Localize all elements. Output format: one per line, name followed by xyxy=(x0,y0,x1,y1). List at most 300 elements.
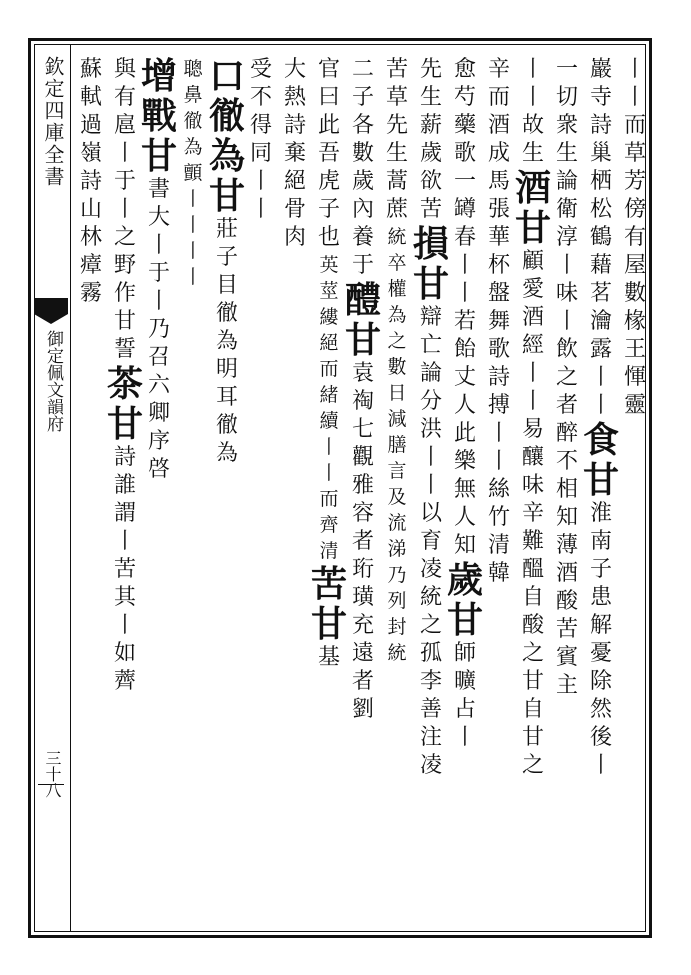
text-char: 生 xyxy=(555,141,578,166)
text-column xyxy=(414,56,448,780)
text-char: 瘴 xyxy=(79,253,102,278)
text-char: 丨 xyxy=(183,214,203,236)
text-char: 賓 xyxy=(555,645,578,670)
text-char: 苦 xyxy=(113,557,136,582)
text-char: 子 xyxy=(215,245,238,270)
text-char: 占 xyxy=(453,697,476,722)
text-char: 馬 xyxy=(487,169,510,194)
text-char: 芳 xyxy=(623,169,646,194)
text-char: 而 xyxy=(319,488,339,510)
headword-char: 歲 xyxy=(447,559,484,601)
text-char: 熱 xyxy=(283,85,306,110)
text-char: 生 xyxy=(521,141,544,166)
text-char: 霧 xyxy=(79,281,102,306)
text-char: 誓 xyxy=(113,337,136,362)
text-char: 樂 xyxy=(453,449,476,474)
text-char: 詩 xyxy=(113,445,136,470)
text-char: 耳 xyxy=(215,385,238,410)
text-char: 丨 xyxy=(419,445,442,470)
text-char: 憂 xyxy=(589,641,612,666)
text-char: 與 xyxy=(113,57,136,82)
text-char: 丨 xyxy=(521,85,544,110)
text-column xyxy=(584,56,618,780)
text-char: 吾 xyxy=(317,141,340,166)
text-char: 縷 xyxy=(319,306,339,328)
text-char: 蘇 xyxy=(79,57,102,82)
text-char: 以 xyxy=(419,501,442,526)
text-char: 詩 xyxy=(79,169,102,194)
headword-char: 甘 xyxy=(141,135,178,177)
text-char: 春 xyxy=(453,225,476,250)
text-char: 作 xyxy=(113,281,136,306)
text-char: 愛 xyxy=(521,277,544,302)
text-column xyxy=(176,56,210,290)
text-char: 若 xyxy=(453,309,476,334)
text-column xyxy=(244,56,278,224)
text-char: 絲 xyxy=(487,477,510,502)
text-char: 數 xyxy=(623,281,646,306)
text-column xyxy=(516,56,550,780)
text-char: 受 xyxy=(249,57,272,82)
text-char: 英 xyxy=(319,254,339,276)
text-char: 丨 xyxy=(147,289,170,314)
text-char: 亡 xyxy=(419,333,442,358)
headword-char: 甘 xyxy=(107,403,144,445)
text-char: 于 xyxy=(351,253,374,278)
text-char: 華 xyxy=(487,225,510,250)
text-char: 歲 xyxy=(419,141,442,166)
text-char: 韓 xyxy=(487,561,510,586)
text-char: 顧 xyxy=(521,249,544,274)
text-char: 徹 xyxy=(215,413,238,438)
text-char: 絕 xyxy=(319,332,339,354)
text-char: 丨 xyxy=(487,421,510,446)
text-char: 草 xyxy=(385,85,408,110)
text-char: 酒 xyxy=(487,113,510,138)
text-char: 苦 xyxy=(555,617,578,642)
text-char: 惲 xyxy=(623,365,646,390)
text-char: 罇 xyxy=(453,197,476,222)
text-char: 各 xyxy=(351,113,374,138)
text-char: 一 xyxy=(555,57,578,82)
text-char: 子 xyxy=(351,85,374,110)
text-char: 屋 xyxy=(623,253,646,278)
text-char: 續 xyxy=(319,410,339,432)
text-char: 丨 xyxy=(319,436,339,458)
headword-char: 甘 xyxy=(447,599,484,641)
text-char: 丨 xyxy=(623,85,646,110)
text-char: 詩 xyxy=(283,113,306,138)
text-char: 巖 xyxy=(589,57,612,82)
text-char: 為 xyxy=(215,329,238,354)
text-char: 軾 xyxy=(79,85,102,110)
text-char: 之 xyxy=(113,225,136,250)
text-char: 丨 xyxy=(555,309,578,334)
text-char: 張 xyxy=(487,197,510,222)
text-char: 召 xyxy=(147,345,170,370)
text-char: 書 xyxy=(147,177,170,202)
text-char: 論 xyxy=(419,361,442,386)
text-char: 清 xyxy=(319,540,339,562)
headword-char: 甘 xyxy=(515,207,552,249)
text-char: 丨 xyxy=(487,449,510,474)
text-char: 詩 xyxy=(487,365,510,390)
text-char: 味 xyxy=(521,473,544,498)
text-char: 分 xyxy=(419,389,442,414)
text-column xyxy=(108,56,142,696)
text-char: 丨 xyxy=(113,197,136,222)
text-char: 師 xyxy=(453,641,476,666)
text-char: 肉 xyxy=(283,225,306,250)
section-title: 御定佩文韻府 xyxy=(43,330,63,432)
text-char: 璜 xyxy=(351,585,374,610)
text-char: 丨 xyxy=(147,233,170,258)
text-char: 芍 xyxy=(453,85,476,110)
text-char: 養 xyxy=(351,225,374,250)
text-char: 明 xyxy=(215,357,238,382)
text-char: 曰 xyxy=(317,85,340,110)
text-char: 誰 xyxy=(113,473,136,498)
text-char: 椽 xyxy=(623,309,646,334)
text-char: 衛 xyxy=(555,197,578,222)
text-char: 草 xyxy=(623,141,646,166)
text-char: 洪 xyxy=(419,417,442,442)
text-char: 之 xyxy=(555,365,578,390)
text-char: 鶴 xyxy=(589,225,612,250)
text-char: 藉 xyxy=(589,253,612,278)
text-char: 除 xyxy=(589,669,612,694)
text-char: 丨 xyxy=(589,753,612,778)
text-char: 丨 xyxy=(521,389,544,414)
text-char: 而 xyxy=(623,113,646,138)
text-char: 蔗 xyxy=(385,197,408,222)
text-char: 而 xyxy=(319,358,339,380)
text-char: 杯 xyxy=(487,253,510,278)
headword-char: 茶 xyxy=(107,363,144,405)
text-char: 自 xyxy=(521,585,544,610)
text-char: 為 xyxy=(215,441,238,466)
text-char: 言 xyxy=(387,460,407,482)
text-char: 切 xyxy=(555,85,578,110)
text-char: 之 xyxy=(521,753,544,778)
text-column xyxy=(142,56,176,484)
text-char: 無 xyxy=(453,477,476,502)
text-char: 丨 xyxy=(183,240,203,262)
text-char: 辯 xyxy=(419,305,442,330)
text-char: 釀 xyxy=(521,445,544,470)
text-char: 歌 xyxy=(487,337,510,362)
text-char: 薺 xyxy=(113,669,136,694)
text-char: 生 xyxy=(419,85,442,110)
text-char: 先 xyxy=(385,113,408,138)
text-char: 莖 xyxy=(319,280,339,302)
text-char: 丨 xyxy=(183,266,203,288)
text-char: 卿 xyxy=(147,401,170,426)
text-char: 一 xyxy=(453,169,476,194)
text-char: 也 xyxy=(317,225,340,250)
text-char: 丨 xyxy=(521,361,544,386)
text-char: 甘 xyxy=(521,725,544,750)
text-column xyxy=(550,56,584,700)
text-char: 曠 xyxy=(453,669,476,694)
text-char: 甘 xyxy=(113,309,136,334)
text-char: 數 xyxy=(351,141,374,166)
text-char: 丨 xyxy=(453,253,476,278)
headword-char: 損 xyxy=(413,223,450,265)
text-char: 統 xyxy=(419,585,442,610)
text-char: 為 xyxy=(183,136,203,158)
text-char: 此 xyxy=(317,113,340,138)
text-char: 患 xyxy=(589,585,612,610)
text-char: 舞 xyxy=(487,309,510,334)
text-char: 醉 xyxy=(555,421,578,446)
text-char: 顫 xyxy=(183,162,203,184)
text-char: 注 xyxy=(419,725,442,750)
text-char: 徹 xyxy=(183,110,203,132)
text-char: 歲 xyxy=(351,169,374,194)
text-char: 袁 xyxy=(351,361,374,386)
text-char: 苦 xyxy=(419,197,442,222)
text-char: 淳 xyxy=(555,225,578,250)
text-char: 封 xyxy=(387,616,407,638)
text-char: 丨 xyxy=(113,529,136,554)
text-char: 解 xyxy=(589,613,612,638)
text-char: 薪 xyxy=(419,113,442,138)
text-char: 巢 xyxy=(589,141,612,166)
text-char: 骨 xyxy=(283,197,306,222)
text-char: 傍 xyxy=(623,197,646,222)
text-column xyxy=(278,56,312,252)
text-char: 劉 xyxy=(351,697,374,722)
text-char: 知 xyxy=(453,533,476,558)
text-char: 日 xyxy=(387,382,407,404)
text-char: 丨 xyxy=(521,57,544,82)
text-char: 此 xyxy=(453,421,476,446)
headword-char: 甘 xyxy=(583,459,620,501)
text-char: 寺 xyxy=(589,85,612,110)
text-char: 露 xyxy=(589,337,612,362)
text-char: 辛 xyxy=(487,57,510,82)
margin-section xyxy=(36,330,70,432)
text-char: 乃 xyxy=(387,564,407,586)
text-char: 序 xyxy=(147,429,170,454)
text-char: 之 xyxy=(419,613,442,638)
text-char: 聰 xyxy=(183,58,203,80)
text-char: 林 xyxy=(79,225,102,250)
text-char: 內 xyxy=(351,197,374,222)
text-char: 丨 xyxy=(249,197,272,222)
text-char: 者 xyxy=(351,529,374,554)
text-column xyxy=(210,56,244,468)
text-char: 丨 xyxy=(589,393,612,418)
text-char: 權 xyxy=(387,278,407,300)
text-char: 涕 xyxy=(387,538,407,560)
text-char: 清 xyxy=(487,533,510,558)
text-char: 充 xyxy=(351,613,374,638)
text-char: 徹 xyxy=(215,301,238,326)
text-char: 嶺 xyxy=(79,141,102,166)
text-char: 丨 xyxy=(555,253,578,278)
text-char: 孤 xyxy=(419,641,442,666)
text-char: 薄 xyxy=(555,533,578,558)
text-char: 野 xyxy=(113,253,136,278)
text-char: 棄 xyxy=(283,141,306,166)
headword-char: 甘 xyxy=(345,319,382,361)
text-char: 其 xyxy=(113,585,136,610)
text-char: 齊 xyxy=(319,514,339,536)
text-char: 酸 xyxy=(555,589,578,614)
text-char: 丨 xyxy=(453,725,476,750)
text-char: 栖 xyxy=(589,169,612,194)
text-column xyxy=(448,56,482,752)
text-char: 鼻 xyxy=(183,84,203,106)
text-char: 不 xyxy=(555,449,578,474)
text-char: 官 xyxy=(317,57,340,82)
text-char: 甘 xyxy=(521,669,544,694)
text-char: 易 xyxy=(521,417,544,442)
text-char: 酒 xyxy=(555,561,578,586)
text-char: 先 xyxy=(419,57,442,82)
text-char: 統 xyxy=(387,642,407,664)
text-char: 統 xyxy=(387,226,407,248)
text-char: 于 xyxy=(113,169,136,194)
headword-char: 戰 xyxy=(141,95,178,137)
margin-book-title xyxy=(36,56,70,188)
headword-char: 酒 xyxy=(515,167,552,209)
text-column xyxy=(74,56,108,308)
text-char: 飴 xyxy=(453,337,476,362)
text-char: 七 xyxy=(351,417,374,442)
text-char: 靈 xyxy=(623,393,646,418)
text-char: 流 xyxy=(387,512,407,534)
headword-char: 醴 xyxy=(345,279,382,321)
text-char: 容 xyxy=(351,501,374,526)
text-char: 論 xyxy=(555,169,578,194)
text-char: 醞 xyxy=(521,557,544,582)
text-char: 盤 xyxy=(487,281,510,306)
text-char: 飲 xyxy=(555,337,578,362)
text-column xyxy=(312,56,346,672)
text-char: 同 xyxy=(249,141,272,166)
text-char: 後 xyxy=(589,725,612,750)
text-char: 味 xyxy=(555,281,578,306)
text-char: 丨 xyxy=(113,141,136,166)
text-char: 有 xyxy=(113,85,136,110)
text-char: 列 xyxy=(387,590,407,612)
text-char: 扈 xyxy=(113,113,136,138)
text-char: 欲 xyxy=(419,169,442,194)
text-char: 有 xyxy=(623,225,646,250)
text-char: 丨 xyxy=(419,473,442,498)
text-char: 丨 xyxy=(183,188,203,210)
headword-char: 甘 xyxy=(209,175,246,217)
text-char: 故 xyxy=(521,113,544,138)
text-char: 絕 xyxy=(283,169,306,194)
text-char: 歌 xyxy=(453,141,476,166)
text-char: 松 xyxy=(589,197,612,222)
text-char: 如 xyxy=(113,641,136,666)
text-char: 經 xyxy=(521,333,544,358)
text-char: 山 xyxy=(79,197,102,222)
text-char: 基 xyxy=(317,645,340,670)
headword-char: 食 xyxy=(583,419,620,461)
text-char: 李 xyxy=(419,669,442,694)
text-char: 凌 xyxy=(419,753,442,778)
text-char: 數 xyxy=(387,356,407,378)
text-char: 善 xyxy=(419,697,442,722)
text-char: 衆 xyxy=(555,113,578,138)
text-char: 雅 xyxy=(351,473,374,498)
book-title: 欽定四庫全書 xyxy=(41,56,65,188)
text-char: 緒 xyxy=(319,384,339,406)
text-char: 大 xyxy=(283,57,306,82)
text-char: 知 xyxy=(555,505,578,530)
text-char: 及 xyxy=(387,486,407,508)
text-char: 蒿 xyxy=(385,169,408,194)
headword-char: 增 xyxy=(141,55,178,97)
text-char: 搏 xyxy=(487,393,510,418)
text-char: 辛 xyxy=(521,501,544,526)
text-char: 丨 xyxy=(453,281,476,306)
text-char: 丨 xyxy=(623,57,646,82)
text-char: 大 xyxy=(147,205,170,230)
text-char: 卒 xyxy=(387,252,407,274)
text-char: 于 xyxy=(147,261,170,286)
text-char: 瀹 xyxy=(589,309,612,334)
text-char: 酒 xyxy=(521,305,544,330)
text-char: 謂 xyxy=(113,501,136,526)
text-char: 虎 xyxy=(317,169,340,194)
headword-char: 口 xyxy=(209,55,246,97)
text-char: 莊 xyxy=(215,217,238,242)
text-char: 不 xyxy=(249,85,272,110)
text-char: 主 xyxy=(555,673,578,698)
text-char: 者 xyxy=(555,393,578,418)
text-char: 二 xyxy=(351,57,374,82)
headword-char: 甘 xyxy=(311,603,348,645)
text-char: 過 xyxy=(79,113,102,138)
text-char: 詩 xyxy=(589,113,612,138)
text-char: 子 xyxy=(589,557,612,582)
text-char: 之 xyxy=(521,641,544,666)
text-char: 之 xyxy=(387,330,407,352)
text-char: 目 xyxy=(215,273,238,298)
text-char: 凌 xyxy=(419,557,442,582)
text-char: 遠 xyxy=(351,641,374,666)
text-column xyxy=(618,56,652,420)
text-char: 丨 xyxy=(589,365,612,390)
text-char: 人 xyxy=(453,505,476,530)
text-char: 王 xyxy=(623,337,646,362)
text-char: 茗 xyxy=(589,281,612,306)
text-char: 丨 xyxy=(113,613,136,638)
text-char: 苦 xyxy=(385,57,408,82)
text-char: 丈 xyxy=(453,365,476,390)
text-char: 成 xyxy=(487,141,510,166)
text-char: 丨 xyxy=(319,462,339,484)
text-char: 子 xyxy=(317,197,340,222)
headword-char: 甘 xyxy=(413,263,450,305)
text-column xyxy=(346,56,380,724)
text-char: 愈 xyxy=(453,57,476,82)
text-char: 啓 xyxy=(147,457,170,482)
text-char: 得 xyxy=(249,113,272,138)
text-char: 相 xyxy=(555,477,578,502)
text-char: 者 xyxy=(351,669,374,694)
text-char: 酸 xyxy=(521,613,544,638)
text-char: 自 xyxy=(521,697,544,722)
text-column xyxy=(482,56,516,588)
